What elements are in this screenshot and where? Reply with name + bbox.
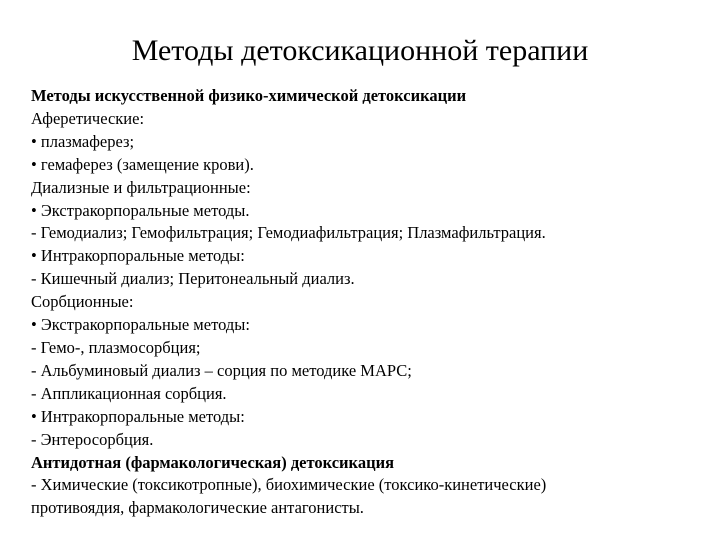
section-heading-antidote: Антидотная (фармакологическая) детоксикация	[31, 452, 395, 472]
list-item: • плазмаферез;	[31, 131, 135, 151]
subsection-apheretic: Аферетические:	[31, 108, 145, 128]
list-item: - Альбуминовый диализ – сорция по методике МАРС;	[31, 360, 412, 380]
list-item: • Экстракорпоральные методы.	[31, 200, 250, 220]
list-item: противоядия, фармакологические антагонисты.	[31, 498, 364, 518]
list-item: • Экстракорпоральные методы:	[31, 315, 250, 335]
list-item: - Энтеросорбция.	[31, 429, 154, 449]
section-heading-physicochemical: Методы искусственной физико-химической детоксикации	[31, 86, 467, 105]
list-item: • Интракорпоральные методы:	[31, 246, 245, 266]
slide-body	[31, 85, 711, 520]
list-item: - Гемодиализ; Гемофильтрация; Гемодиафильтрация; Плазмафильтрация.	[31, 223, 546, 243]
slide-title: Методы детоксикационной терапии	[131, 34, 589, 67]
subsection-dialysis-filtration: Диализные и фильтрационные:	[31, 177, 251, 197]
list-item: • Интракорпоральные методы:	[31, 406, 245, 426]
list-item: - Аппликационная сорбция.	[31, 383, 227, 403]
list-item: • гемаферез (замещение крови).	[31, 154, 254, 174]
list-item: - Химические (токсикотропные), биохимические (токсико-кинетические)	[31, 475, 547, 495]
subsection-sorption: Сорбционные:	[31, 292, 134, 312]
list-item: - Гемо-, плазмосорбция;	[31, 337, 201, 357]
list-item: - Кишечный диализ; Перитонеальный диализ.	[31, 269, 355, 289]
